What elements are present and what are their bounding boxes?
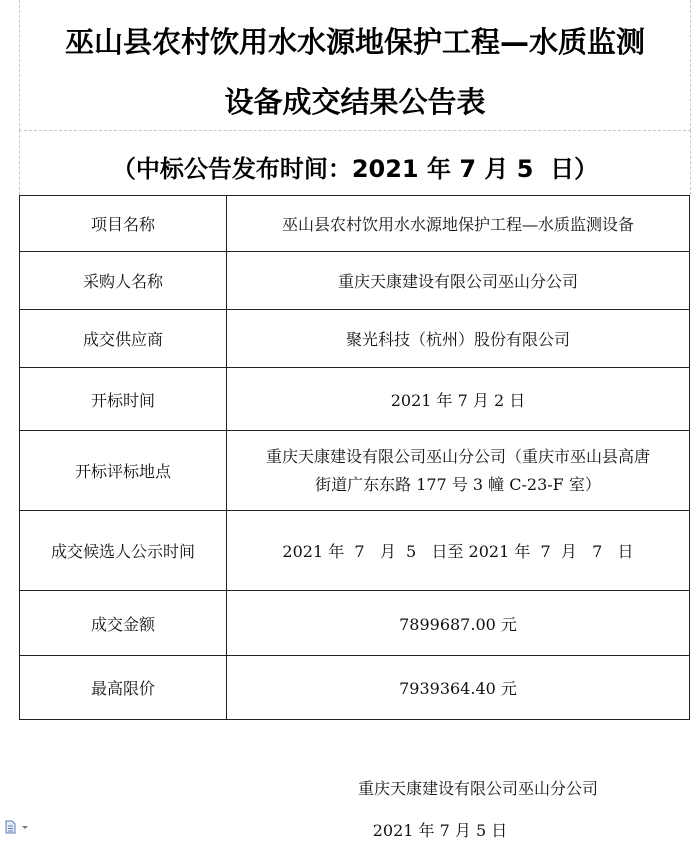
bid-location-line1: 重庆天康建设有限公司巫山分公司（重庆市巫山县高唐 bbox=[265, 446, 650, 466]
table-row bbox=[20, 252, 690, 310]
table-row bbox=[20, 310, 690, 368]
row-label-publicity-period: 成交候选人公示时间 bbox=[20, 511, 227, 591]
footer-organization: 重庆天康建设有限公司巫山分公司 bbox=[357, 779, 598, 798]
row-label-bid-location: 开标评标地点 bbox=[20, 431, 227, 511]
row-value-deal-amount: 7899687.00 元 bbox=[227, 591, 690, 656]
row-value-bid-opening-time: 2021 年 7 月 2 日 bbox=[227, 368, 690, 431]
row-label-purchaser: 采购人名称 bbox=[20, 252, 227, 310]
row-label-supplier: 成交供应商 bbox=[20, 310, 227, 368]
bid-location-line2: 街道广东东路 177 号 3 幢 C-23-F 室） bbox=[315, 474, 601, 494]
row-label-project-name: 项目名称 bbox=[20, 196, 227, 252]
row-label-deal-amount: 成交金额 bbox=[20, 591, 227, 656]
row-value-max-price: 7939364.40 元 bbox=[227, 656, 690, 720]
row-label-bid-opening-time: 开标时间 bbox=[20, 368, 227, 431]
subtitle-box bbox=[19, 130, 691, 195]
publish-time-subtitle: （中标公告发布时间：2021 年 7 月 5 日） bbox=[111, 155, 599, 183]
table-row bbox=[20, 511, 690, 591]
table-row bbox=[20, 431, 690, 511]
page-title-line1: 巫山县农村饮用水水源地保护工程—水质监测 bbox=[64, 25, 645, 59]
row-value-publicity-period: 2021 年 7 月 5 日至 2021 年 7 月 7 日 bbox=[227, 511, 690, 591]
row-value-bid-location bbox=[227, 431, 690, 511]
table-row bbox=[20, 368, 690, 431]
row-label-max-price: 最高限价 bbox=[20, 656, 227, 720]
table-row bbox=[20, 196, 690, 252]
table-row bbox=[20, 656, 690, 720]
row-value-supplier: 聚光科技（杭州）股份有限公司 bbox=[227, 310, 690, 368]
row-value-project-name: 巫山县农村饮用水水源地保护工程—水质监测设备 bbox=[227, 196, 690, 252]
document-icon[interactable] bbox=[4, 819, 30, 833]
title-box bbox=[19, 0, 691, 131]
row-value-purchaser: 重庆天康建设有限公司巫山分公司 bbox=[227, 252, 690, 310]
footer-date: 2021 年 7 月 5 日 bbox=[372, 821, 508, 840]
table-row bbox=[20, 591, 690, 656]
result-table bbox=[19, 195, 690, 720]
page-title-line2: 设备成交结果公告表 bbox=[224, 85, 486, 119]
